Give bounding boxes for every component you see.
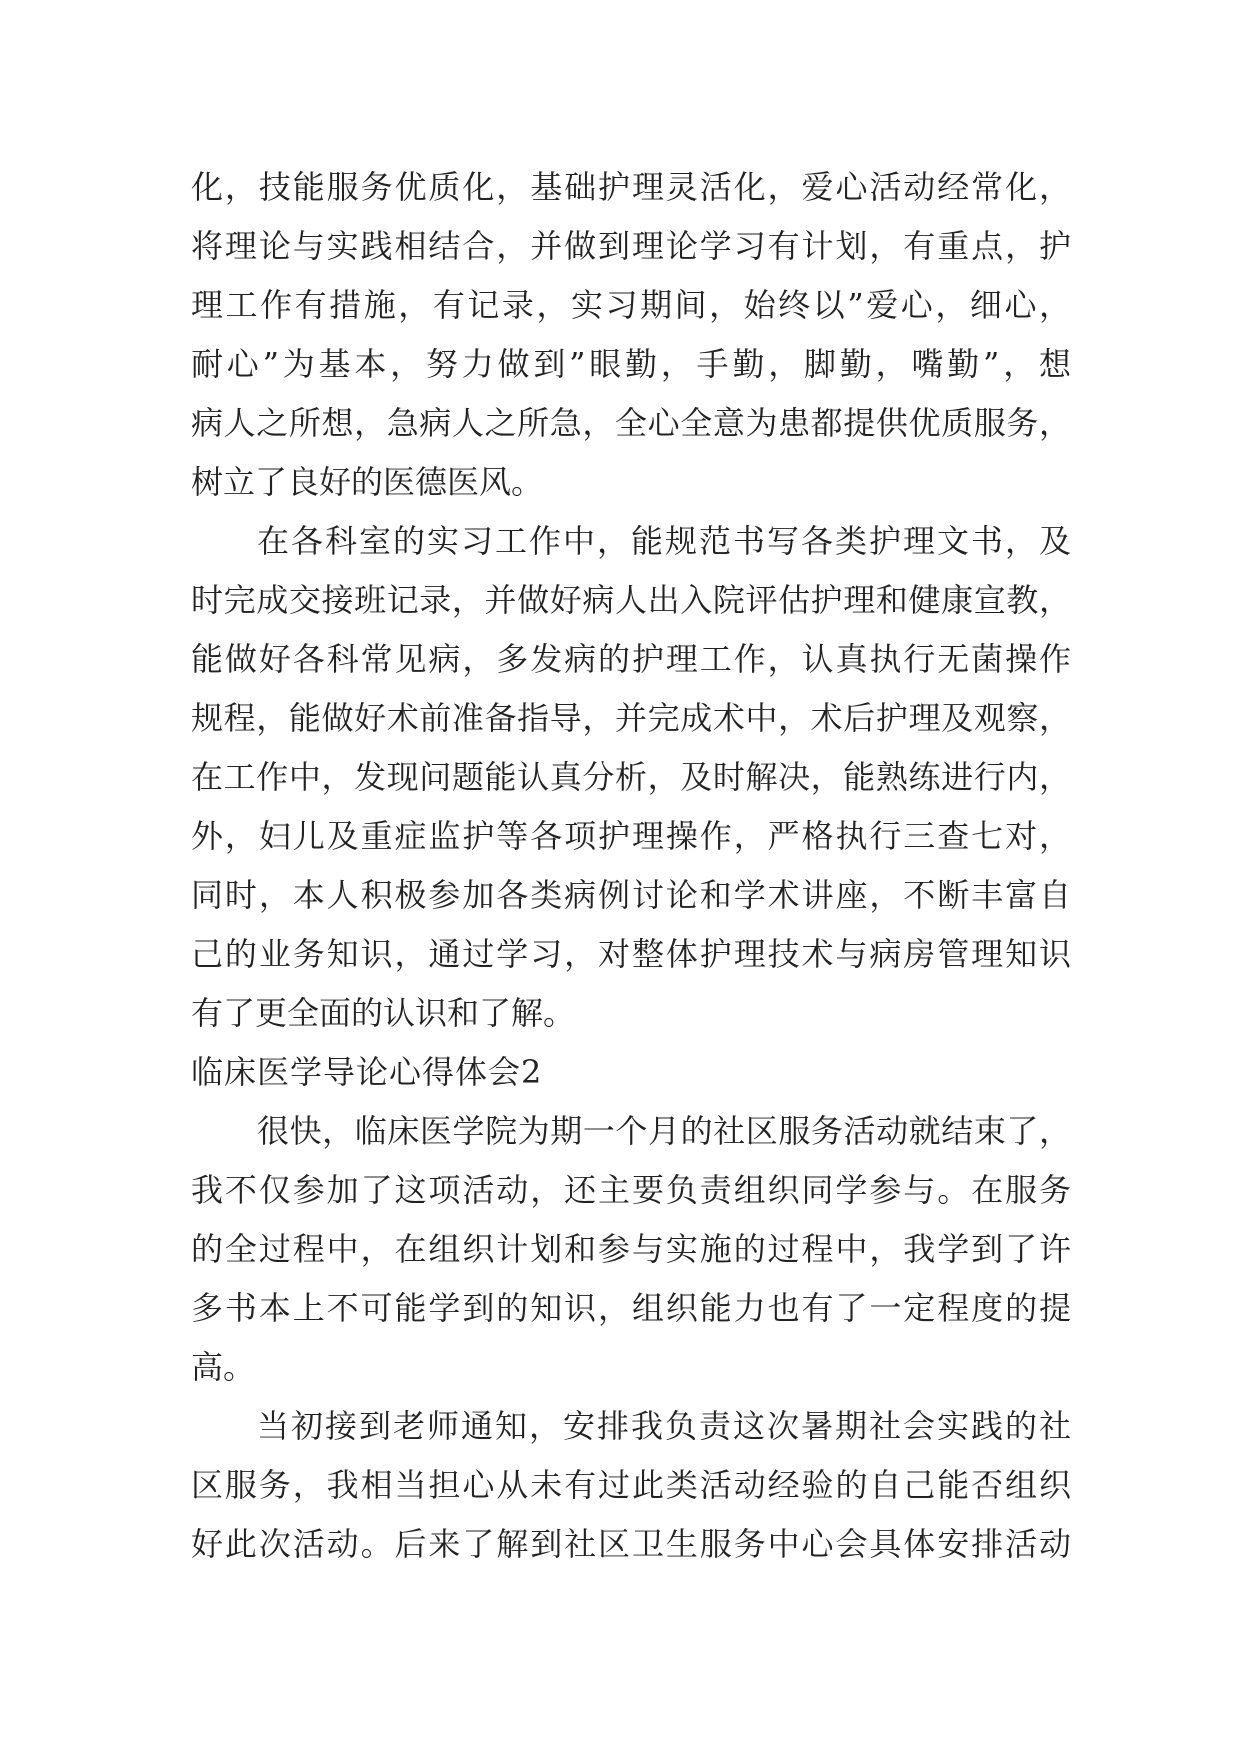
paragraph [191, 512, 1071, 1043]
text-line: 将理论与实践相结合，并做到理论学习有计划，有重点，护 [191, 227, 1071, 265]
text-line: 在工作中，发现问题能认真分析，及时解决，能熟练进行内， [191, 758, 1071, 796]
text-line: 耐心”为基本，努力做到”眼勤，手勤，脚勤，嘴勤”，想 [191, 345, 1071, 383]
paragraph [191, 1102, 1071, 1397]
text-line: 有了更全面的认识和了解。 [191, 994, 576, 1032]
text-line: 同时，本人积极参加各类病例讨论和学术讲座，不断丰富自 [191, 876, 1071, 914]
section-heading: 临床医学导论心得体会2 [191, 1053, 543, 1091]
text-line: 化，技能服务优质化，基础护理灵活化，爱心活动经常化， [191, 168, 1071, 206]
text-line: 当初接到老师通知，安排我负责这次暑期社会实践的社 [257, 1407, 1071, 1445]
document-body [191, 158, 1071, 1574]
paragraph [191, 1397, 1071, 1574]
text-line: 病人之所想，急病人之所急，全心全意为患都提供优质服务， [191, 404, 1071, 442]
paragraph [191, 158, 1071, 512]
text-line: 理工作有措施，有记录，实习期间，始终以”爱心，细心， [191, 286, 1071, 324]
text-line: 外，妇儿及重症监护等各项护理操作，严格执行三查七对， [191, 817, 1071, 855]
text-line: 很快，临床医学院为期一个月的社区服务活动就结束了， [257, 1112, 1071, 1150]
text-line: 好此次活动。后来了解到社区卫生服务中心会具体安排活动 [191, 1525, 1071, 1563]
text-line: 区服务，我相当担心从未有过此类活动经验的自己能否组织 [191, 1466, 1071, 1504]
text-line: 时完成交接班记录，并做好病人出入院评估护理和健康宣教， [191, 581, 1071, 619]
text-line: 规程，能做好术前准备指导，并完成术中，术后护理及观察， [191, 699, 1071, 737]
text-line: 我不仅参加了这项活动，还主要负责组织同学参与。在服务 [191, 1171, 1071, 1209]
text-line: 多书本上不可能学到的知识，组织能力也有了一定程度的提 [191, 1289, 1071, 1327]
text-line: 树立了良好的医德医风。 [191, 463, 544, 501]
text-line: 己的业务知识，通过学习，对整体护理技术与病房管理知识 [191, 935, 1071, 973]
text-line: 的全过程中，在组织计划和参与实施的过程中，我学到了许 [191, 1230, 1071, 1268]
text-line: 在各科室的实习工作中，能规范书写各类护理文书，及 [257, 522, 1071, 560]
text-line: 高。 [191, 1348, 256, 1386]
text-line: 能做好各科常见病，多发病的护理工作，认真执行无菌操作 [191, 640, 1071, 678]
